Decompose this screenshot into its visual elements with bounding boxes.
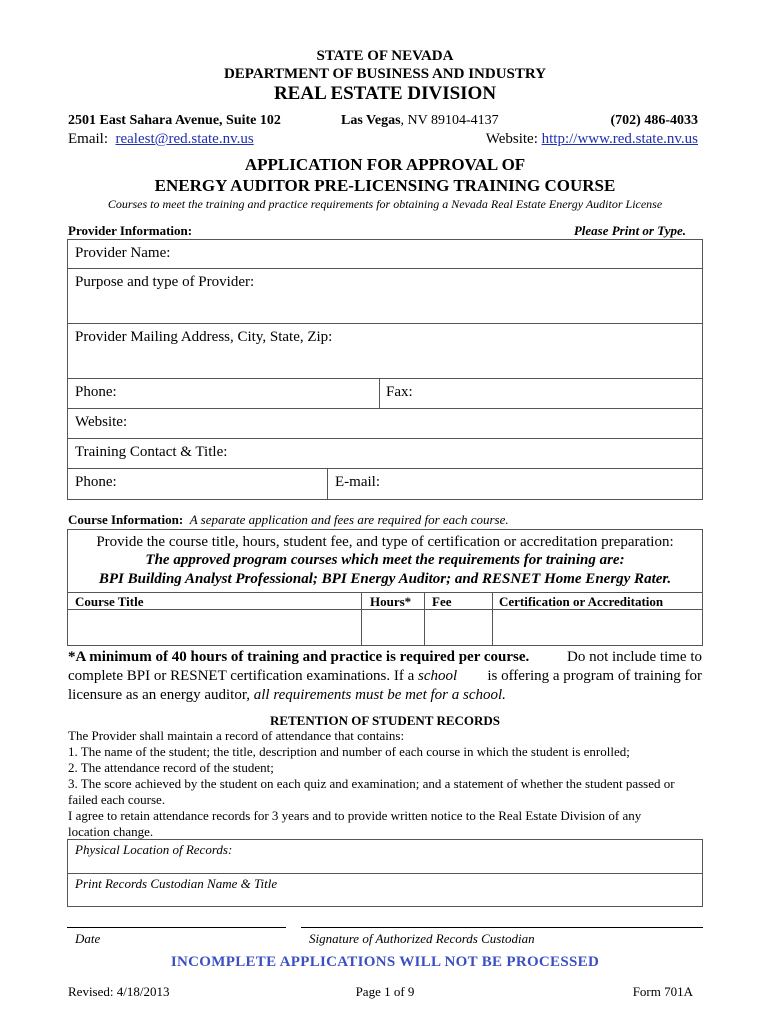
department-heading: DEPARTMENT OF BUSINESS AND INDUSTRY — [223, 66, 547, 82]
contact-phone-field[interactable]: Phone: — [75, 474, 117, 490]
state-heading: STATE OF NEVADA — [316, 48, 454, 64]
provider-purpose-field[interactable]: Purpose and type of Provider: — [75, 274, 255, 290]
col-hours: Hours* — [370, 594, 412, 609]
contact-email-field[interactable]: E-mail: — [335, 474, 380, 490]
provider-heading: Provider Information: — [68, 223, 193, 238]
course-hours-input[interactable] — [362, 611, 424, 646]
state-zip: , NV 89104-4137 — [400, 113, 499, 128]
provider-name-field[interactable]: Provider Name: — [75, 245, 171, 261]
minimum-hours-bold: *A minimum of 40 hours of training and practice is required per course. — [68, 649, 530, 665]
signature-label: Signature of Authorized Records Custodian — [309, 931, 535, 946]
email-label: Email: — [68, 131, 108, 147]
course-certification-input[interactable] — [493, 611, 702, 646]
course-fee-input[interactable] — [425, 611, 492, 646]
signature-line[interactable] — [301, 927, 703, 928]
course-heading: Course Information: — [68, 512, 184, 527]
minimum-hours-rest: Do not include time to — [567, 649, 702, 665]
city: Las Vegas — [341, 113, 401, 128]
physical-location-field[interactable]: Physical Location of Records: — [75, 842, 233, 857]
provider-address-field[interactable]: Provider Mailing Address, City, State, Zip: — [75, 329, 333, 345]
col-certification: Certification or Accreditation — [499, 594, 664, 609]
form-title-line1: APPLICATION FOR APPROVAL OF — [244, 155, 526, 174]
retention-heading: RETENTION OF STUDENT RECORDS — [269, 713, 501, 728]
division-phone: (702) 486-4033 — [610, 113, 698, 128]
custodian-name-field[interactable]: Print Records Custodian Name & Title — [75, 876, 278, 891]
email-link[interactable]: realest@red.state.nv.us — [115, 131, 254, 147]
form-number: Form 701A — [632, 984, 693, 999]
incomplete-warning: INCOMPLETE APPLICATIONS WILL NOT BE PROCESSED — [170, 954, 600, 970]
col-course-title: Course Title — [75, 594, 144, 609]
date-line[interactable] — [67, 927, 286, 928]
form-subtitle: Courses to meet the training and practice requirements for obtaining a Nevada Real Estate Energy Auditor License — [107, 197, 663, 211]
website-label: Website: — [485, 131, 538, 147]
date-label: Date — [75, 931, 101, 946]
retention-item: 3. The score achieved by the student on each quiz and examination; and a statement of whether the student passed or — [68, 776, 675, 791]
provider-website-field[interactable]: Website: — [75, 414, 128, 430]
course-heading-line — [68, 512, 509, 528]
retention-item: 2. The attendance record of the student; — [68, 760, 274, 775]
page-number: Page 1 of 9 — [355, 984, 415, 999]
course-note: A separate application and fees are required for each course. — [189, 512, 509, 527]
website-link[interactable]: http://www.red.state.nv.us — [541, 131, 698, 147]
city-state-zip — [341, 113, 499, 129]
provider-phone-field[interactable]: Phone: — [75, 384, 117, 400]
approved-courses-list: BPI Building Analyst Professional; BPI Energy Auditor; and RESNET Home Energy Rater. — [98, 571, 672, 587]
revised-date: Revised: 4/18/2013 — [68, 984, 170, 999]
approved-courses-intro: The approved program courses which meet the requirements for training are: — [145, 552, 625, 568]
provider-fax-field[interactable]: Fax: — [386, 384, 413, 400]
print-or-type-note: Please Print or Type. — [573, 223, 686, 238]
retention-item: 1. The name of the student; the title, description and number of each course in which the student is enrolled; — [68, 744, 630, 759]
col-fee: Fee — [432, 594, 452, 609]
course-instruction: Provide the course title, hours, student fee, and type of certification or accreditation preparation: — [96, 534, 674, 550]
street-address: 2501 East Sahara Avenue, Suite 102 — [68, 113, 281, 128]
email-line — [68, 131, 254, 148]
form-title-line2: ENERGY AUDITOR PRE-LICENSING TRAINING COURSE — [154, 176, 616, 195]
retention-item: failed each course. — [68, 792, 166, 807]
website-line — [420, 131, 698, 148]
division-heading: REAL ESTATE DIVISION — [273, 83, 497, 104]
retention-text: The Provider shall maintain a record of attendance that contains: 1. The name of the student; the title, description and number of each course in which the student is enrolled; 2. The attendance record of the student; 3. The score achieved by the student on each quiz and examination; and a statement of whether the student passed or failed each course. I agree to retain attendance records for 3 years and to provide written notice to the Real Estate Division of any location change. — [68, 728, 708, 840]
course-title-input[interactable] — [68, 611, 361, 646]
training-contact-field[interactable]: Training Contact & Title: — [75, 444, 228, 460]
minimum-hours-note: *A minimum of 40 hours of training and practice is required per course. Do not include time to complete BPI or RESNET certification examinations. If a school is offering a program of training for licensure as an energy auditor, all requirements must be met for a school. — [68, 649, 702, 703]
